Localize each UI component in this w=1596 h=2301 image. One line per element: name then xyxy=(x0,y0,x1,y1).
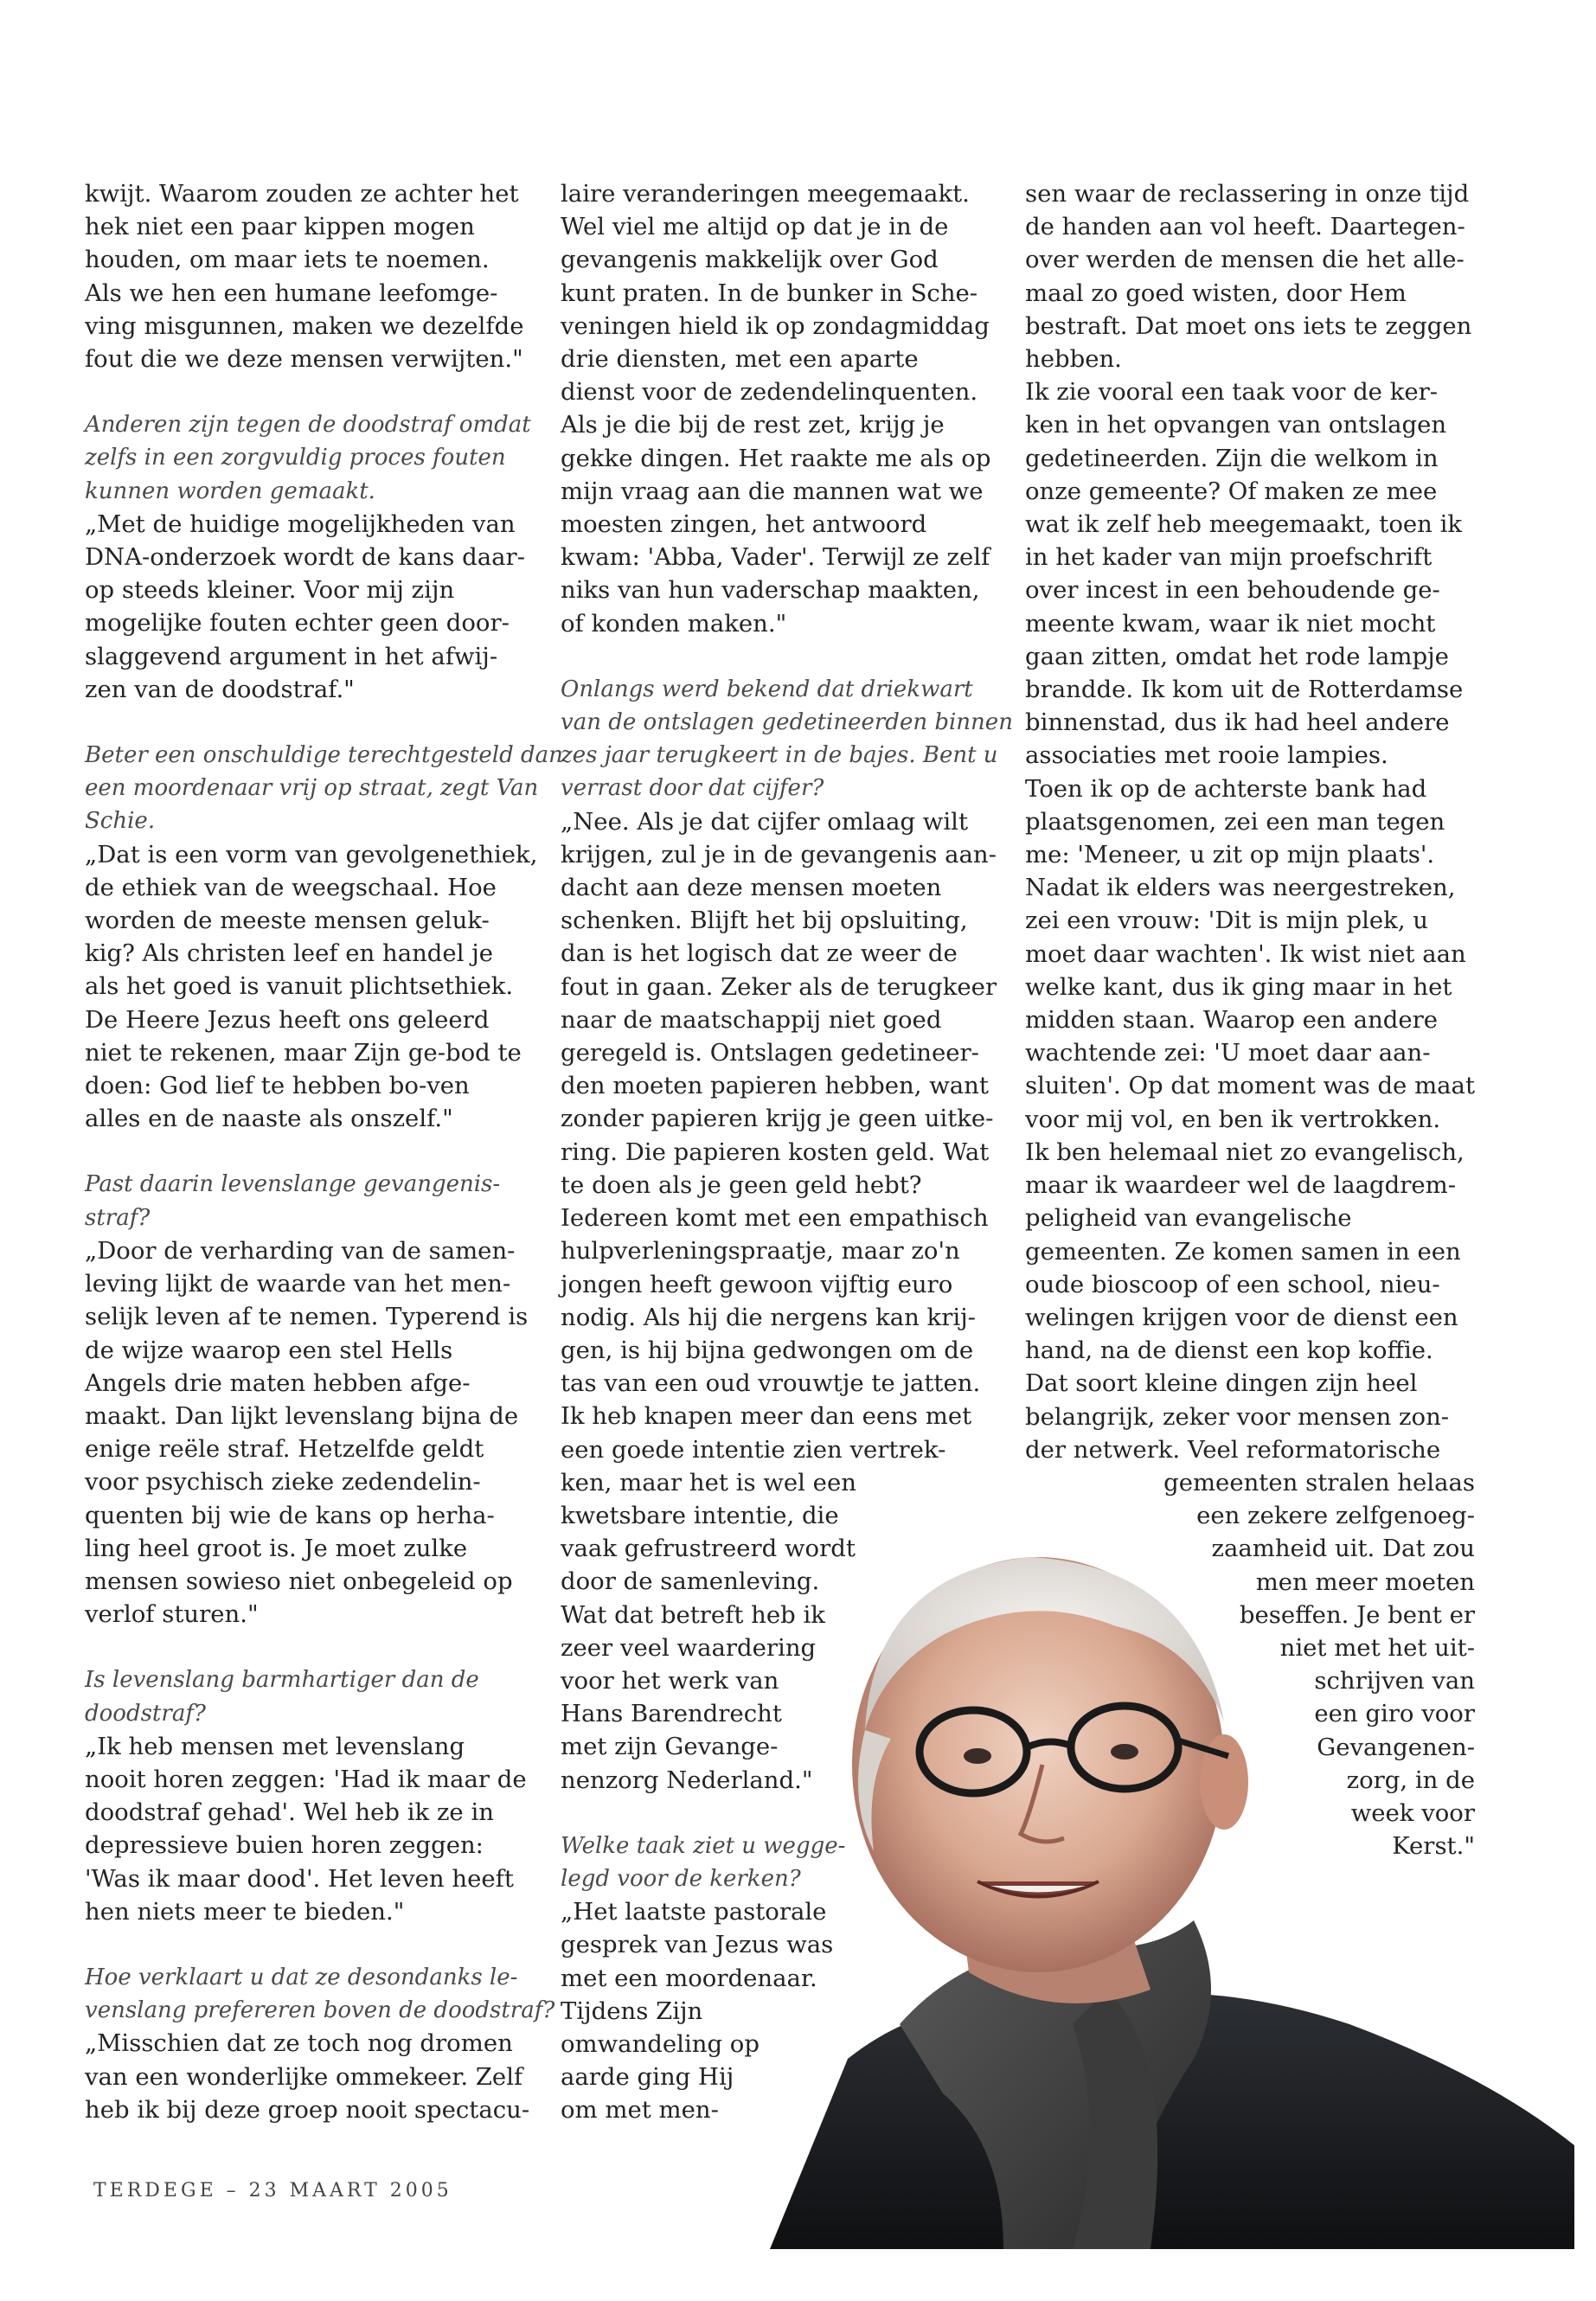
text-line: vaak gefrustreerd wordt xyxy=(561,1535,856,1563)
text-line: omwandeling op xyxy=(561,2029,760,2058)
text-line: Dat soort kleine dingen zijn heel xyxy=(1025,1369,1418,1398)
text-line: de wijze waarop een stel Hells xyxy=(85,1336,453,1364)
text-line: „Ik heb mensen met levenslang xyxy=(85,1732,465,1760)
text-line: ring. Die papieren kosten geld. Wat xyxy=(561,1138,990,1166)
text-line: dan is het logisch dat ze weer de xyxy=(561,939,958,968)
text-line: gekke dingen. Het raakte me als op xyxy=(561,444,991,472)
text-line: Wat dat betreft heb ik xyxy=(561,1600,825,1629)
text-line: Angels drie maten hebben afge- xyxy=(85,1368,471,1397)
text-line: fout in gaan. Zeker als de terugkeer xyxy=(561,972,997,1001)
text-line: oude bioscoop of een school, nieu- xyxy=(1025,1270,1440,1298)
text-line: Gevangenen- xyxy=(1317,1733,1475,1761)
text-line: 'Was ik maar dood'. Het leven heeft xyxy=(85,1864,514,1893)
text-line: met een moordenaar. xyxy=(561,1964,817,1992)
text-line: gesprek van Jezus was xyxy=(561,1931,834,1959)
text-line: midden staan. Waarop een andere xyxy=(1025,1006,1439,1035)
text-line: sluiten'. Op dat moment was de maat xyxy=(1025,1072,1475,1100)
text-line: niet te rekenen, maar Zijn ge-bod te xyxy=(85,1038,522,1067)
text-line: voor mij vol, en ben ik vertrokken. xyxy=(1025,1105,1441,1133)
text-line: naar de maatschappij niet goed xyxy=(561,1005,942,1034)
text-line: de handen aan vol heeft. Daartegen- xyxy=(1025,213,1465,241)
text-line: mensen sowieso niet onbegeleid op xyxy=(85,1567,513,1595)
question-line: kunnen worden gemaakt. xyxy=(85,478,375,504)
text-line: brandde. Ik kom uit de Rotterdamse xyxy=(1025,676,1464,704)
question-line: Hoe verklaart u dat ze desondanks le- xyxy=(85,1964,518,1990)
text-line: Ik zie vooral een taak voor de ker- xyxy=(1025,378,1439,407)
question-line: Schie. xyxy=(85,808,156,835)
text-line: geregeld is. Ontslagen gedetineer- xyxy=(561,1039,979,1067)
text-line: jongen heeft gewoon vijftig euro xyxy=(561,1270,953,1298)
question-line: een moordenaar vrij op straat, zegt Van xyxy=(85,775,539,802)
text-line: niet met het uit- xyxy=(1279,1633,1475,1662)
text-line: van een wonderlijke ommekeer. Zelf xyxy=(85,2062,523,2091)
text-line: over werden de mensen die het alle- xyxy=(1025,246,1465,274)
text-line: zaamheid uit. Dat zou xyxy=(1211,1535,1475,1563)
text-line: ken in het opvangen van ontslagen xyxy=(1025,411,1447,439)
text-line: me: 'Meneer, u zit op mijn plaats'. xyxy=(1025,841,1435,869)
text-line: Als we hen een humane leefomge- xyxy=(85,279,498,307)
text-line: „Met de huidige mogelijkheden van xyxy=(85,510,516,538)
text-line: enige reële straf. Hetzelfde geldt xyxy=(85,1435,484,1464)
text-line: gemeenten. Ze komen samen in een xyxy=(1025,1237,1461,1266)
text-line: „Nee. Als je dat cijfer omlaag wilt xyxy=(561,807,968,836)
text-line: houden, om maar iets te noemen. xyxy=(85,246,490,274)
text-line: ling heel groot is. Je moet zulke xyxy=(85,1534,468,1562)
text-line: veningen hield ik op zondagmiddag xyxy=(561,311,990,340)
text-line: Tijdens Zijn xyxy=(561,1997,703,2025)
question-line: Welke taak ziet u wegge- xyxy=(561,1832,846,1859)
question-line: zelfs in een zorgvuldig proces fouten xyxy=(85,445,506,471)
text-line: kwetsbare intentie, die xyxy=(561,1501,839,1529)
text-line: maal zo goed wisten, door Hem xyxy=(1025,279,1407,307)
text-line: Ik heb knapen meer dan eens met xyxy=(561,1402,972,1431)
text-line: binnenstad, dus ik had heel andere xyxy=(1025,708,1450,737)
text-line: fout die we deze mensen verwijten." xyxy=(85,345,523,374)
question-line: doodstraf? xyxy=(85,1700,206,1727)
text-line: mijn vraag aan die mannen wat we xyxy=(561,477,984,505)
text-line: dacht aan deze mensen moeten xyxy=(561,874,942,902)
text-line: Ik ben helemaal niet zo evangelisch, xyxy=(1025,1138,1465,1166)
text-line: nodig. Als hij die nergens kan krij- xyxy=(561,1303,976,1331)
paragraph-gap xyxy=(85,1135,535,1168)
text-line: gedetineerden. Zijn die welkom in xyxy=(1025,444,1439,472)
text-line: gemeenten stralen helaas xyxy=(1163,1468,1475,1497)
text-line: leving lijkt de waarde van het men- xyxy=(85,1270,511,1298)
question-line: Anderen zijn tegen de doodstraf omdat xyxy=(85,412,531,439)
text-line: belangrijk, zeker voor mensen zon- xyxy=(1025,1402,1450,1431)
text-line: „Het laatste pastorale xyxy=(561,1898,827,1926)
text-line: krijgen, zul je in de gevangenis aan- xyxy=(561,840,997,868)
text-line: welke kant, dus ik ging maar in het xyxy=(1025,972,1452,1001)
text-line: verlof sturen." xyxy=(85,1600,259,1629)
question-line: verrast door dat cijfer? xyxy=(561,775,824,802)
text-line: nenzorg Nederland." xyxy=(561,1766,813,1794)
text-line: Wel viel me altijd op dat je in de xyxy=(561,213,949,241)
text-line: tas van een oud vrouwtje te jatten. xyxy=(561,1369,981,1398)
text-line: plaatsgenomen, zei een man tegen xyxy=(1025,807,1445,836)
text-line: Als je die bij de rest zet, krijg je xyxy=(561,411,945,439)
text-line: om met men- xyxy=(561,2096,719,2125)
text-line: DNA-onderzoek wordt de kans daar- xyxy=(85,543,525,572)
column-1 xyxy=(85,177,563,2126)
text-line: bestraft. Dat moet ons iets te zeggen xyxy=(1025,311,1472,340)
text-line: worden de meeste mensen geluk- xyxy=(85,907,490,935)
text-line: kwijt. Waarom zouden ze achter het xyxy=(85,180,519,208)
text-line: of konden maken." xyxy=(561,609,787,638)
text-line: zonder papieren krijg je geen uitke- xyxy=(561,1105,994,1133)
text-line: hulpverleningspraatje, maar zo'n xyxy=(561,1237,960,1266)
question-line: zes jaar terugkeert in de bajes. Bent u xyxy=(561,742,998,769)
text-line: hek niet een paar kippen mogen xyxy=(85,213,475,241)
paragraph-gap xyxy=(85,1928,535,1961)
text-line: gen, is hij bijna gedwongen om de xyxy=(561,1336,974,1364)
text-line: Nadat ik elders was neergestreken, xyxy=(1025,874,1456,902)
text-line: gevangenis makkelijk over God xyxy=(561,246,939,274)
text-line: De Heere Jezus heeft ons geleerd xyxy=(85,1005,490,1034)
text-line: der netwerk. Veel reformatorische xyxy=(1025,1435,1441,1464)
question-line: legd voor de kerken? xyxy=(561,1865,801,1892)
footer-publication: TERDEGE – 23 MAART 2005 xyxy=(93,2180,452,2202)
text-line: Toen ik op de achterste bank had xyxy=(1025,774,1427,803)
text-line: de ethiek van de weegschaal. Hoe xyxy=(85,873,497,901)
text-line: op steeds kleiner. Voor mij zijn xyxy=(85,576,455,605)
question-line: Onlangs werd bekend dat driekwart xyxy=(561,676,973,702)
text-line: een zekere zelfgenoeg- xyxy=(1196,1502,1475,1530)
text-line: onze gemeente? Of maken ze mee xyxy=(1025,477,1438,505)
text-line: moet daar wachten'. Ik wist niet aan xyxy=(1025,939,1466,968)
text-line: met zijn Gevange- xyxy=(561,1733,779,1761)
text-line: moesten zingen, het antwoord xyxy=(561,510,927,539)
text-line: zei een vrouw: 'Dit is mijn plek, u xyxy=(1025,907,1429,935)
text-line: te doen als je geen geld hebt? xyxy=(561,1170,922,1199)
text-line: alles en de naaste als onszelf." xyxy=(85,1105,453,1133)
paragraph-gap xyxy=(85,1631,535,1663)
paragraph-gap xyxy=(85,706,535,739)
text-line: als het goed is vanuit plichtsethiek. xyxy=(85,972,514,1001)
question-line: Is levenslang barmhartiger dan de xyxy=(85,1667,479,1694)
text-line: ken, maar het is wel een xyxy=(561,1468,856,1497)
text-line: sen waar de reclassering in onze tijd xyxy=(1025,180,1470,208)
text-line: „Door de verharding van de samen- xyxy=(85,1236,516,1265)
text-line: doen: God lief te hebben bo-ven xyxy=(85,1072,470,1100)
text-line: hen niets meer te bieden." xyxy=(85,1897,405,1926)
text-line: „Misschien dat ze toch nog dromen xyxy=(85,2029,513,2058)
paragraph-gap xyxy=(561,640,1010,673)
paragraph-gap xyxy=(85,375,535,408)
question-line: Past daarin levenslange gevangenis- xyxy=(85,1171,501,1198)
question-line: venslang prefereren boven de doodstraf? xyxy=(85,1997,555,2024)
text-line: voor het werk van xyxy=(561,1666,779,1695)
text-line: selijk leven af te nemen. Typerend is xyxy=(85,1303,529,1331)
question-line: straf? xyxy=(85,1204,151,1231)
text-line: peligheid van evangelische xyxy=(1025,1204,1352,1233)
text-line: depressieve buien horen zeggen: xyxy=(85,1831,484,1860)
text-line: slaggevend argument in het afwij- xyxy=(85,642,498,670)
text-line: welingen krijgen voor de dienst een xyxy=(1025,1303,1458,1331)
text-line: hand, na de dienst een kop koffie. xyxy=(1025,1336,1433,1365)
text-line: Iedereen komt met een empathisch xyxy=(561,1204,989,1233)
text-line: den moeten papieren hebben, want xyxy=(561,1072,989,1100)
text-line: zeer veel waardering xyxy=(561,1633,817,1662)
text-line: schrijven van xyxy=(1314,1667,1475,1695)
text-line: drie diensten, met een aparte xyxy=(561,345,919,374)
question-line: van de ontslagen gedetineerden binnen xyxy=(561,709,1013,736)
text-line: een giro voor xyxy=(1314,1700,1475,1728)
text-line: laire veranderingen meegemaakt. xyxy=(561,180,970,208)
text-line: niks van hun vaderschap maakten, xyxy=(561,576,980,605)
text-line: maakt. Dan lijkt levenslang bijna de xyxy=(85,1401,519,1430)
text-line: kunt praten. In de bunker in Sche- xyxy=(561,279,978,307)
text-line: meente kwam, waar ik niet mocht xyxy=(1025,609,1436,638)
text-line: schenken. Blijft het bij opsluiting, xyxy=(561,907,968,935)
text-line: dienst voor de zedendelinquenten. xyxy=(561,378,978,407)
text-line: zen van de doodstraf." xyxy=(85,675,355,703)
text-line: voor psychisch zieke zedendelin- xyxy=(85,1468,481,1497)
text-line: doodstraf gehad'. Wel heb ik ze in xyxy=(85,1798,494,1827)
text-line: een goede intentie zien vertrek- xyxy=(561,1435,946,1464)
text-line: wat ik zelf heb meegemaakt, toen ik xyxy=(1025,510,1463,539)
text-line: heb ik bij deze groep nooit spectacu- xyxy=(85,2095,530,2124)
text-line: zorg, in de xyxy=(1346,1766,1475,1794)
text-line: hebben. xyxy=(1025,345,1122,374)
text-line: Hans Barendrecht xyxy=(561,1700,782,1728)
text-line: door de samenleving. xyxy=(561,1567,820,1596)
text-line: week voor xyxy=(1350,1798,1475,1827)
text-line: ving misgunnen, maken we dezelfde xyxy=(85,311,524,340)
portrait-photo xyxy=(744,1540,1574,2249)
text-line: kig? Als christen leef en handel je xyxy=(85,939,494,968)
text-line: men meer moeten xyxy=(1255,1567,1475,1596)
text-line: aarde ging Hij xyxy=(561,2063,734,2092)
text-line: associaties met rooie lampies. xyxy=(1025,741,1388,770)
text-line: maar ik waardeer wel de laagdrem- xyxy=(1025,1171,1457,1200)
text-line: gaan zitten, omdat het rode lampje xyxy=(1025,642,1449,670)
text-line: mogelijke fouten echter geen door- xyxy=(85,609,510,638)
text-line: kwam: 'Abba, Vader'. Terwijl ze zelf xyxy=(561,543,990,572)
text-line: „Dat is een vorm van gevolgenethiek, xyxy=(85,840,538,868)
text-line: Kerst." xyxy=(1392,1832,1475,1861)
text-line: over incest in een behoudende ge- xyxy=(1025,576,1440,605)
text-line: in het kader van mijn proefschrift xyxy=(1025,543,1433,572)
text-line: nooit horen zeggen: 'Had ik maar de xyxy=(85,1765,527,1793)
text-line: wachtende zei: 'U moet daar aan- xyxy=(1025,1039,1431,1067)
text-line: quenten bij wie de kans op herha- xyxy=(85,1501,495,1529)
question-line: Beter een onschuldige terechtgesteld dan xyxy=(85,742,563,769)
text-line: beseffen. Je bent er xyxy=(1239,1600,1475,1629)
